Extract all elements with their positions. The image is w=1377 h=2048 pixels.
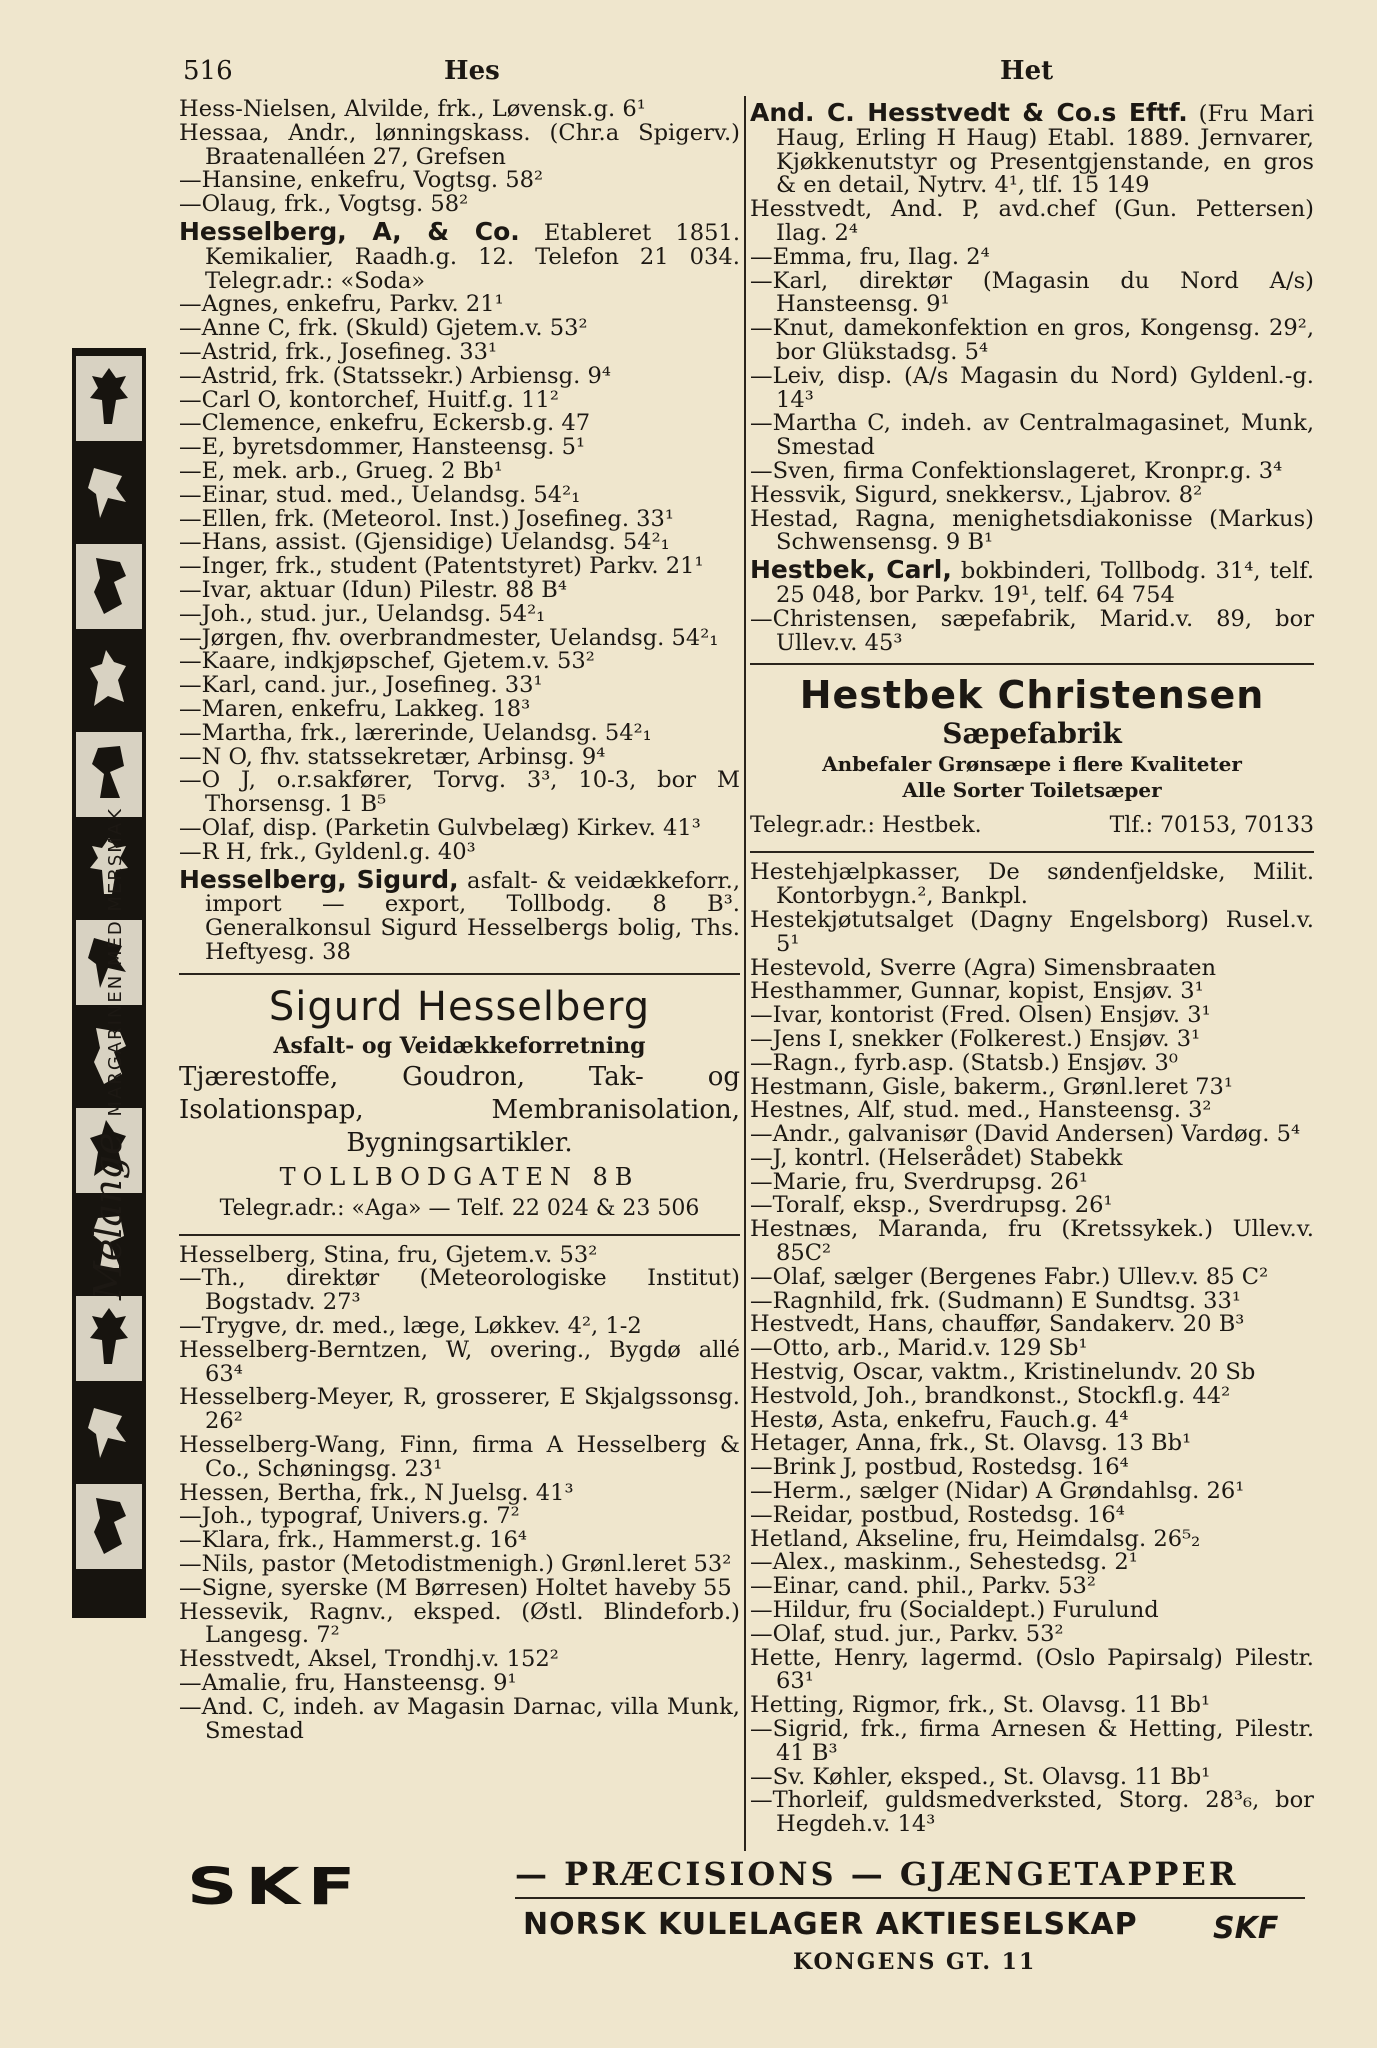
- directory-entry: —Ivar, kontorist (Fred. Olsen) Ensjøv. 3¹: [750, 1002, 1211, 1029]
- directory-entry: —Alex., maskinm., Sehestedsg. 2¹: [750, 1549, 1138, 1576]
- directory-entry: —Th., direktør (Meteorologiske Institut) Bogstadv. 27³: [179, 1265, 740, 1316]
- directory-entry: —E, mek. arb., Grueg. 2 Bb¹: [179, 457, 503, 484]
- directory-entry: —Hansine, enkefru, Vogtsg. 58²: [179, 167, 544, 194]
- directory-entry: Hestvold, Joh., brandkonst., Stockfl.g. 44²: [750, 1382, 1231, 1409]
- directory-entry: —Martha, frk., lærerinde, Uelandsg. 54²₁: [179, 719, 652, 746]
- directory-entry: —Karl, direktør (Magasin du Nord A/s) Hansteensg. 9¹: [750, 267, 1314, 318]
- directory-entry: Hessevik, Ragnv., eksped. (Østl. Blindeforb.) Langesg. 7²: [179, 1598, 740, 1649]
- directory-entry: Hesstvedt, Aksel, Trondhj.v. 152²: [179, 1646, 559, 1673]
- directory-entry: —Christensen, sæpefabrik, Marid.v. 89, bor Ullev.v. 45³: [750, 605, 1314, 656]
- ad-body: Tjærestoffe, Goudron, Tak- og Isolationspap, Membranisolation, Bygningsartikler.: [179, 1061, 740, 1158]
- firm-name: And. C. Hesstvedt & Co.s Eftf.: [750, 98, 1188, 127]
- directory-entry: Hessvik, Sigurd, snekkersv., Ljabrov. 8²: [750, 481, 1203, 508]
- ad-telegraph: Telegr.adr.: Hestbek.: [750, 813, 982, 839]
- directory-entry: —Olaf, sælger (Bergenes Fabr.) Ullev.v. 85 C²: [750, 1263, 1269, 1290]
- directory-entry: Hesthammer, Gunnar, kopist, Ensjøv. 3¹: [750, 978, 1204, 1005]
- directory-entry: —Marie, fru, Sverdrupsg. 26¹: [750, 1168, 1088, 1195]
- ad-subtitle: Sæpefabrik: [942, 717, 1122, 751]
- directory-entry: —Andr., galvanisør (David Andersen) Vardøg. 5⁴: [750, 1121, 1301, 1148]
- column-divider: [744, 96, 746, 1851]
- directory-entry: —Kaare, indkjøpschef, Gjetem.v. 53²: [179, 648, 595, 675]
- directory-entry: Hestevold, Sverre (Agra) Simensbraaten: [750, 954, 1217, 981]
- directory-entry: —Martha C, indeh. av Centralmagasinet, Munk, Smestad: [750, 410, 1314, 461]
- firm-entry-hestbek: [750, 555, 1314, 608]
- firm-details: (Fru Mari Haug, Erling H Haug) Etabl. 1889. Jernvarer, Kjøkkenutstyr og Presentgjenstande, en gros & en detail, Nytrv. 4¹, tlf. 15 149: [776, 101, 1315, 199]
- ad-contact: [750, 811, 1314, 841]
- skf-logo: SKF: [187, 1857, 364, 1917]
- directory-entry: —Einar, stud. med., Uelandsg. 54²₁: [179, 481, 581, 508]
- directory-entry: —Agnes, enkefru, Parkv. 21¹: [179, 291, 504, 318]
- ad-illustration: [76, 544, 142, 629]
- left-column: [179, 98, 740, 1743]
- firm-name: Hesselberg, Sigurd,: [179, 864, 459, 894]
- advertisement-skf: [183, 1853, 1303, 1973]
- directory-entry: Hestvedt, Hans, chauffør, Sandakerv. 20 B³: [750, 1311, 1245, 1338]
- directory-entry: —Maren, enkefru, Lakkeg. 18³: [179, 695, 531, 722]
- directory-entry: Hestvig, Oscar, vaktm., Kristinelundv. 20 Sb: [750, 1359, 1256, 1386]
- directory-entry: Hetland, Akseline, fru, Heimdalsg. 26⁵₂: [750, 1525, 1201, 1552]
- directory-entry: —N O, fhv. statssekretær, Arbinsg. 9⁴: [179, 743, 606, 770]
- entry-list: [750, 861, 1314, 1837]
- directory-entry: —Olaf, disp. (Parketin Gulvbelæg) Kirkev. 41³: [179, 814, 701, 841]
- directory-entry: —Amalie, fru, Hansteensg. 9¹: [179, 1670, 517, 1697]
- directory-entry: —Toralf, eksp., Sverdrupsg. 26¹: [750, 1192, 1113, 1219]
- ad-address: TOLLBODGATEN 8B: [279, 1162, 640, 1191]
- directory-entry: —Jørgen, fhv. overbrandmester, Uelandsg. 54²₁: [179, 624, 719, 651]
- directory-entry: —Carl O, kontorchef, Huitf.g. 11²: [179, 386, 559, 413]
- directory-entry: Hesselberg-Wang, Finn, firma A Hesselberg & Co., Schøningsg. 23¹: [179, 1432, 740, 1482]
- directory-entry: —And. C, indeh. av Magasin Darnac, villa Munk, Smestad: [179, 1693, 740, 1744]
- directory-entry: —Karl, cand. jur., Josefineg. 33¹: [179, 672, 543, 699]
- advertisement-hestbek: [750, 663, 1314, 853]
- directory-entry: Hess-Nielsen, Alvilde, frk., Løvensk.g. 6¹: [179, 96, 646, 122]
- directory-entry: —Nils, pastor (Metodistmenigh.) Grønl.leret 53²: [179, 1551, 732, 1578]
- directory-entry: —Ivar, aktuar (Idun) Pilestr. 88 B⁴: [179, 576, 567, 603]
- directory-entry: —Herm., sælger (Nidar) A Grøndahlsg. 26¹: [750, 1478, 1245, 1505]
- ad-phone: Tlf.: 70153, 70133: [1109, 813, 1314, 839]
- ad-illustration: [76, 1390, 142, 1475]
- directory-entry: —Klara, frk., Hammerst.g. 16⁴: [179, 1527, 527, 1554]
- skf-address: KONGENS GT. 11: [793, 1949, 1037, 1975]
- directory-entry: —Astrid, frk., Josefineg. 33¹: [179, 338, 498, 365]
- directory-entry: Hesselberg-Meyer, R, grosserer, E Skjalgssonsg. 26²: [179, 1384, 740, 1435]
- directory-entry: Hestø, Asta, enkefru, Fauch.g. 4⁴: [750, 1406, 1129, 1433]
- directory-entry: Hessen, Bertha, frk., N Juelsg. 41³: [179, 1479, 574, 1506]
- directory-entry: Hetager, Anna, frk., St. Olavsg. 13 Bb¹: [750, 1430, 1192, 1457]
- right-column: [750, 98, 1314, 1837]
- directory-entry: —Olaf, stud. jur., Parkv. 53²: [750, 1620, 1064, 1647]
- firm-entry-hesstvedt: [750, 98, 1315, 199]
- header-right-word: Het: [1000, 56, 1054, 86]
- entry-list: [750, 605, 1314, 656]
- skf-small-logo: SKF: [1213, 1911, 1279, 1946]
- directory-entry: —Thorleif, guldsmedverksted, Storg. 28³₆, bor Hegdeh.v. 14³: [750, 1787, 1314, 1838]
- directory-entry: —Anne C, frk. (Skuld) Gjetem.v. 53²: [179, 315, 588, 342]
- directory-entry: Hestnes, Alf, stud. med., Hansteensg. 3²: [750, 1097, 1212, 1124]
- directory-entry: —J, kontrl. (Helserådet) Stabekk: [750, 1144, 1123, 1171]
- side-ad-text: [86, 807, 130, 1300]
- firm-details: asfalt- & veidækkeforr., import — export, Tollbodg. 8 B³. Generalkonsul Sigurd Hesselbergs bolig, Ths. Heftyesg. 38: [205, 867, 741, 965]
- ad-illustration: [76, 638, 142, 723]
- skf-headline: — PRÆCISIONS — GJÆNGETAPPER: [515, 1855, 1239, 1893]
- directory-entry: —Reidar, postbud, Rostedsg. 16⁴: [750, 1501, 1125, 1528]
- directory-entry: Hessaa, Andr., lønningskass. (Chr.a Spigerv.) Braatenalléen 27, Grefsen: [179, 119, 740, 170]
- ad-illustration: [76, 356, 142, 441]
- firm-name: Hestbek, Carl,: [750, 555, 952, 585]
- directory-entry: Hestad, Ragna, menighetsdiakonisse (Markus) Schwensensg. 9 B¹: [750, 505, 1314, 556]
- directory-entry: —Clemence, enkefru, Eckersb.g. 47: [179, 410, 591, 437]
- directory-entry: —Olaug, frk., Vogtsg. 58²: [179, 191, 469, 218]
- directory-entry: —Brink J, postbud, Rostedsg. 16⁴: [750, 1454, 1129, 1481]
- directory-entry: —Ragn., fyrb.asp. (Statsb.) Ensjøv. 3⁰: [750, 1049, 1178, 1076]
- directory-entry: —Sven, firma Confektionslageret, Kronpr.g. 3⁴: [750, 457, 1283, 484]
- ad-illustration: [76, 1296, 142, 1381]
- directory-entry: Hette, Henry, lagermd. (Oslo Papirsalg) Pilestr. 63¹: [750, 1644, 1314, 1695]
- entry-list: [179, 1241, 740, 1744]
- directory-entry: Hestnæs, Maranda, fru (Kretssykek.) Ullev.v. 85C²: [750, 1216, 1314, 1267]
- directory-entry: —Inger, frk., student (Patentstyret) Parkv. 21¹: [179, 553, 704, 580]
- directory-entry: —Joh., typograf, Univers.g. 7²: [179, 1503, 520, 1530]
- directory-entry: —Ellen, frk. (Meteorol. Inst.) Josefineg. 33¹: [179, 505, 674, 532]
- directory-entry: Hestehjælpkasser, De søndenfjeldske, Milit. Kontorbygn.², Bankpl.: [750, 859, 1314, 910]
- firm-entry-sigurd: [179, 864, 741, 965]
- ad-title: Hestbek Christensen: [799, 673, 1265, 718]
- skf-rule: [515, 1897, 1305, 1899]
- ad-subtitle: Asfalt- og Veidækkeforretning: [273, 1032, 646, 1059]
- ad-line: Anbefaler Grønsæpe i flere Kvaliteter: [822, 752, 1242, 777]
- firm-entry-hesselberg: [179, 216, 740, 294]
- directory-entry: —Leiv, disp. (A/s Magasin du Nord) Gyldenl.-g. 14³: [750, 362, 1314, 413]
- firm-details: bokbinderi, Tollbodg. 31⁴, telf. 25 048, bor Parkv. 19¹, telf. 64 754: [776, 558, 1314, 608]
- firm-details: Etableret 1851. Kemikalier, Raadh.g. 12. Telefon 21 034. Telegr.adr.: «Soda»: [205, 219, 740, 294]
- directory-entry: —Jens I, snekker (Folkerest.) Ensjøv. 3¹: [750, 1025, 1201, 1052]
- header-left-word: Hes: [444, 56, 500, 86]
- directory-entry: —O J, o.r.sakfører, Torvg. 3³, 10-3, bor M Thorsensg. 1 B⁵: [179, 767, 740, 818]
- ad-telegraph: Telegr.adr.: «Aga» — Telf. 22 024 & 23 506: [219, 1195, 700, 1221]
- directory-entry: Hestmann, Gisle, bakerm., Grønl.leret 73¹: [750, 1073, 1233, 1100]
- ad-illustration: [76, 1484, 142, 1569]
- directory-entry: —Joh., stud. jur., Uelandsg. 54²₁: [179, 600, 546, 627]
- directory-entry: —Trygve, dr. med., læge, Løkkev. 4², 1-2: [179, 1313, 642, 1340]
- directory-entry: Hesselberg-Berntzen, W, overing., Bygdø allé 63⁴: [179, 1336, 740, 1387]
- page-number: 516: [183, 56, 233, 86]
- entry-list: [179, 98, 740, 217]
- ad-illustration: [76, 450, 142, 535]
- directory-entry: —Ragnhild, frk. (Sudmann) E Sundtsg. 33¹: [750, 1287, 1241, 1314]
- directory-entry: Hesselberg, Stina, fru, Gjetem.v. 53²: [179, 1241, 598, 1268]
- ad-line: Alle Sorter Toiletsæper: [902, 778, 1162, 803]
- ad-illustration: [76, 732, 142, 817]
- side-ad-brand: Melange: [86, 1132, 130, 1300]
- directory-entry: —Knut, damekonfektion en gros, Kongensg. 29², bor Glükstadsg. 5⁴: [750, 315, 1314, 365]
- directory-entry: Hetting, Rigmor, frk., St. Olavsg. 11 Bb¹: [750, 1692, 1211, 1719]
- directory-entry: —Einar, cand. phil., Parkv. 53²: [750, 1573, 1096, 1600]
- directory-entry: —Hans, assist. (Gjensidige) Uelandsg. 54²₁: [179, 529, 670, 556]
- directory-entry: —R H, frk., Gyldenl.g. 40³: [179, 838, 476, 865]
- firm-name: Hesselberg, A, & Co.: [179, 216, 520, 246]
- directory-entry: —Hildur, fru (Socialdept.) Furulund: [750, 1597, 1159, 1624]
- directory-entry: —E, byretsdommer, Hansteensg. 5¹: [179, 434, 586, 461]
- directory-entry: —Emma, fru, Ilag. 2⁴: [750, 243, 990, 270]
- skf-company: NORSK KULELAGER AKTIESELSKAP: [523, 1907, 1138, 1942]
- advertisement-hesselberg: [179, 973, 740, 1236]
- directory-entry: Hestekjøtutsalget (Dagny Engelsborg) Rusel.v. 5¹: [750, 906, 1314, 957]
- entry-list: [750, 198, 1314, 555]
- ad-title: Sigurd Hesselberg: [268, 983, 651, 1030]
- directory-entry: —Sv. Køhler, eksped., St. Olavsg. 11 Bb¹: [750, 1763, 1211, 1790]
- side-ad-slogan: MARGARINEN MED MERSMAK: [105, 807, 126, 1117]
- entry-list: [179, 293, 740, 864]
- directory-entry: —Otto, arb., Marid.v. 129 Sb¹: [750, 1335, 1088, 1362]
- directory-entry: —Sigrid, frk., firma Arnesen & Hetting, Pilestr. 41 B³: [750, 1716, 1314, 1766]
- directory-entry: —Signe, syerske (M Børresen) Holtet haveby 55: [179, 1574, 732, 1601]
- directory-entry: —Astrid, frk. (Statssekr.) Arbiensg. 9⁴: [179, 362, 611, 389]
- directory-entry: Hesstvedt, And. P, avd.chef (Gun. Pettersen) Ilag. 2⁴: [750, 196, 1314, 246]
